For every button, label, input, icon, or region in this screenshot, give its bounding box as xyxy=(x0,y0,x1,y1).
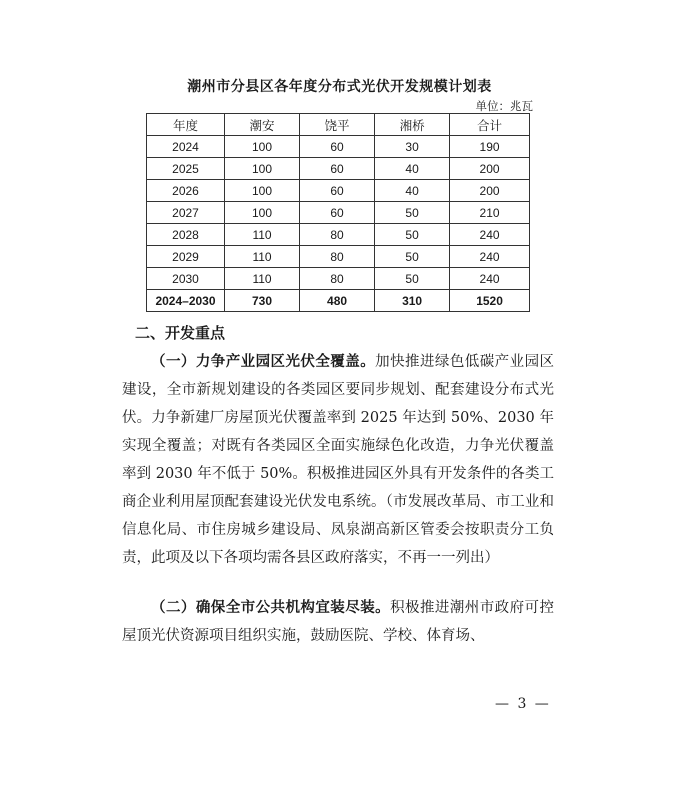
table-row xyxy=(147,268,530,290)
total-xiangqiao: 310 xyxy=(375,290,450,312)
cell-raoping: 60 xyxy=(300,202,375,224)
paragraph-lead: （一）力争产业园区光伏全覆盖。 xyxy=(151,353,376,370)
paragraph-body: 积极推进潮州市政府可控屋顶光伏资源项目组织实施，鼓励医院、学校、体育场、 xyxy=(122,600,555,644)
cell-year: 2030 xyxy=(147,268,225,290)
paragraph-body: 加快推进绿色低碳产业园区建设，全市新规划建设的各类园区要同步规划、配套建设分布式光伏。力争新建厂房屋顶光伏覆盖率到 2025 年达到 50%、2030 年实现全覆盖；对既有各类园区全面实施绿色化改造，力争光伏覆盖率到 2030 年不低于 50%。积极推进园区外具有开发条件的各类工商企业利用屋顶配套建设光伏发电系统。（市发展改革局、市工业和信息化局、市住房城乡建设局、凤泉湖高新区管委会按职责分工负责，此项及以下各项均需各县区政府落实，不再一一列出） xyxy=(122,354,555,566)
paragraph-lead: （二）确保全市公共机构宜装尽装。 xyxy=(151,599,391,616)
cell-raoping: 60 xyxy=(300,180,375,202)
cell-total: 240 xyxy=(450,246,530,268)
cell-chaoan: 100 xyxy=(225,158,300,180)
cell-total: 200 xyxy=(450,158,530,180)
cell-total: 190 xyxy=(450,136,530,158)
cell-xiangqiao: 30 xyxy=(375,136,450,158)
table-row xyxy=(147,202,530,224)
cell-total: 240 xyxy=(450,268,530,290)
cell-xiangqiao: 40 xyxy=(375,158,450,180)
cell-raoping: 60 xyxy=(300,158,375,180)
total-chaoan: 730 xyxy=(225,290,300,312)
cell-chaoan: 110 xyxy=(225,246,300,268)
table-row xyxy=(147,136,530,158)
cell-xiangqiao: 50 xyxy=(375,202,450,224)
cell-year: 2027 xyxy=(147,202,225,224)
cell-chaoan: 100 xyxy=(225,202,300,224)
table-unit: 单位：兆瓦 xyxy=(475,99,533,113)
table-row xyxy=(147,224,530,246)
table-row xyxy=(147,180,530,202)
cell-total: 210 xyxy=(450,202,530,224)
cell-year: 2025 xyxy=(147,158,225,180)
cell-year: 2024 xyxy=(147,136,225,158)
header-total: 合计 xyxy=(450,114,530,136)
cell-year: 2029 xyxy=(147,246,225,268)
cell-chaoan: 110 xyxy=(225,224,300,246)
cell-chaoan: 100 xyxy=(225,136,300,158)
cell-total: 200 xyxy=(450,180,530,202)
header-chaoan: 潮安 xyxy=(225,114,300,136)
paragraph-industrial-parks xyxy=(122,348,554,572)
cell-raoping: 80 xyxy=(300,246,375,268)
section-heading: 二、开发重点 xyxy=(135,324,226,342)
total-raoping: 480 xyxy=(300,290,375,312)
paragraph-public-institutions xyxy=(122,594,554,650)
total-sum: 1520 xyxy=(450,290,530,312)
cell-raoping: 80 xyxy=(300,224,375,246)
cell-raoping: 60 xyxy=(300,136,375,158)
table-header-row xyxy=(147,114,530,136)
cell-raoping: 80 xyxy=(300,268,375,290)
cell-chaoan: 100 xyxy=(225,180,300,202)
header-raoping: 饶平 xyxy=(300,114,375,136)
total-year-range: 2024–2030 xyxy=(147,290,225,312)
header-xiangqiao: 湘桥 xyxy=(375,114,450,136)
page-number: — 3 — xyxy=(495,696,551,712)
header-year: 年度 xyxy=(147,114,225,136)
table-title: 潮州市分县区各年度分布式光伏开发规模计划表 xyxy=(187,79,492,95)
table-row xyxy=(147,158,530,180)
cell-xiangqiao: 50 xyxy=(375,246,450,268)
cell-year: 2026 xyxy=(147,180,225,202)
table-total-row xyxy=(147,290,530,312)
cell-xiangqiao: 50 xyxy=(375,268,450,290)
cell-year: 2028 xyxy=(147,224,225,246)
table-row xyxy=(147,246,530,268)
capacity-plan-table xyxy=(146,113,530,312)
cell-xiangqiao: 40 xyxy=(375,180,450,202)
cell-total: 240 xyxy=(450,224,530,246)
cell-chaoan: 110 xyxy=(225,268,300,290)
cell-xiangqiao: 50 xyxy=(375,224,450,246)
